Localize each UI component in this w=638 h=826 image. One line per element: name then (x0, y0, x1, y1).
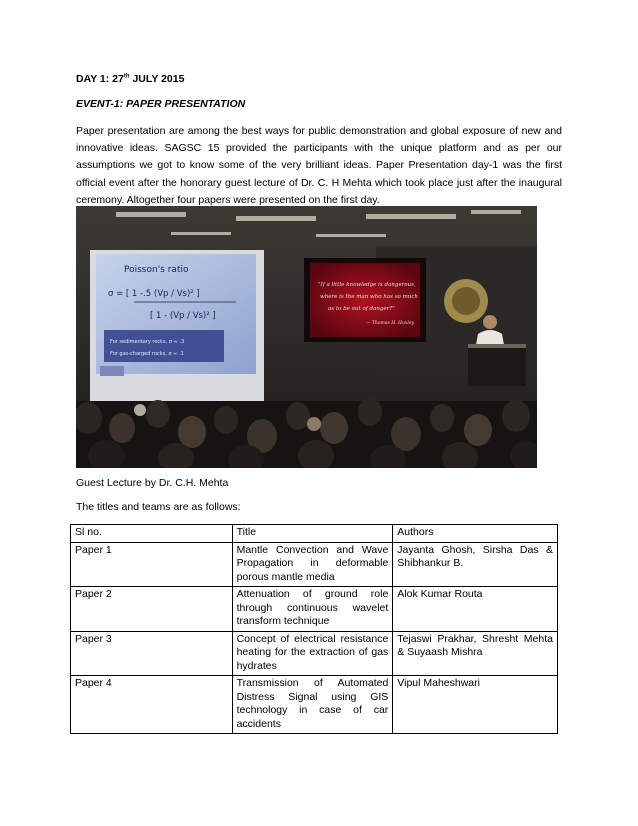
day-ordinal-suffix: th (123, 73, 130, 80)
cell-title: Transmission of Automated Distress Signal using GIS technology in case of car accidents (232, 676, 393, 734)
cell-title: Attenuation of ground role through continuous wavelet transform technique (232, 587, 393, 632)
event-heading: EVENT-1: PAPER PRESENTATION (76, 98, 246, 110)
slide-note-1: For sedimentary rocks, σ ≈ .3 (110, 339, 185, 345)
audience (76, 398, 537, 468)
banner-quote-line-2: where is the man who has so much (320, 294, 418, 300)
cell-authors: Jayanta Ghosh, Sirsha Das & Shibhankur B. (393, 542, 558, 587)
banner-author: — Thomas H. Huxley (366, 321, 415, 326)
slide-logo (100, 366, 124, 376)
cell-sl-no: Paper 3 (71, 631, 233, 676)
table-row (71, 676, 558, 734)
quote-banner (304, 258, 426, 342)
cell-authors: Vipul Maheshwari (393, 676, 558, 734)
table-row (71, 587, 558, 632)
banner-quote-line-3: as to be out of danger?" (328, 306, 395, 312)
header-title: Title (232, 525, 393, 543)
podium (468, 344, 526, 386)
papers-table (70, 524, 558, 734)
day-heading: DAY 1: 27th JULY 2015 (76, 73, 185, 85)
slide-formula-bottom: [ 1 - (Vp / Vs)² ] (150, 311, 216, 321)
cell-sl-no: Paper 4 (71, 676, 233, 734)
banner-quote-line-1: "If a little knowledge is dangerous, (318, 282, 416, 288)
cell-title: Mantle Convection and Wave Propagation in deformable porous mantle media (232, 542, 393, 587)
cell-sl-no: Paper 2 (71, 587, 233, 632)
cell-authors: Alok Kumar Routa (393, 587, 558, 632)
table-header-row (71, 525, 558, 543)
intro-paragraph: Paper presentation are among the best ways for public demonstration and global exposure of new and innovative ideas. SAGSC 15 provided the participants with the unique platform and as per our assumptions we got to know some of the very brilliant ideas. Paper Presentation day-1 was the first official event after the honorary guest lecture of Dr. C. H Mehta which took place just after the inaugural ceremony. Altogether four papers were presented on the first day. (76, 125, 562, 206)
header-sl-no: Sl no. (71, 525, 233, 543)
projection-screen (90, 250, 264, 425)
header-authors: Authors (393, 525, 558, 543)
cell-sl-no: Paper 1 (71, 542, 233, 587)
table-row (71, 631, 558, 676)
table-intro: The titles and teams are as follows: (76, 501, 241, 513)
cell-authors: Tejaswi Prakhar, Shresht Mehta & Suyaash Mishra (393, 631, 558, 676)
slide-formula-top: σ = [ 1 -.5 (Vp / Vs)² ] (108, 289, 200, 299)
slide-note-2: For gas-charged rocks, σ ≈ .1 (110, 351, 184, 357)
guest-lecture-photo (76, 206, 537, 468)
slide-title: Poisson's ratio (124, 265, 189, 275)
photo-caption: Guest Lecture by Dr. C.H. Mehta (76, 477, 229, 489)
table-row (71, 542, 558, 587)
cell-title: Concept of electrical resistance heating for the extraction of gas hydrates (232, 631, 393, 676)
